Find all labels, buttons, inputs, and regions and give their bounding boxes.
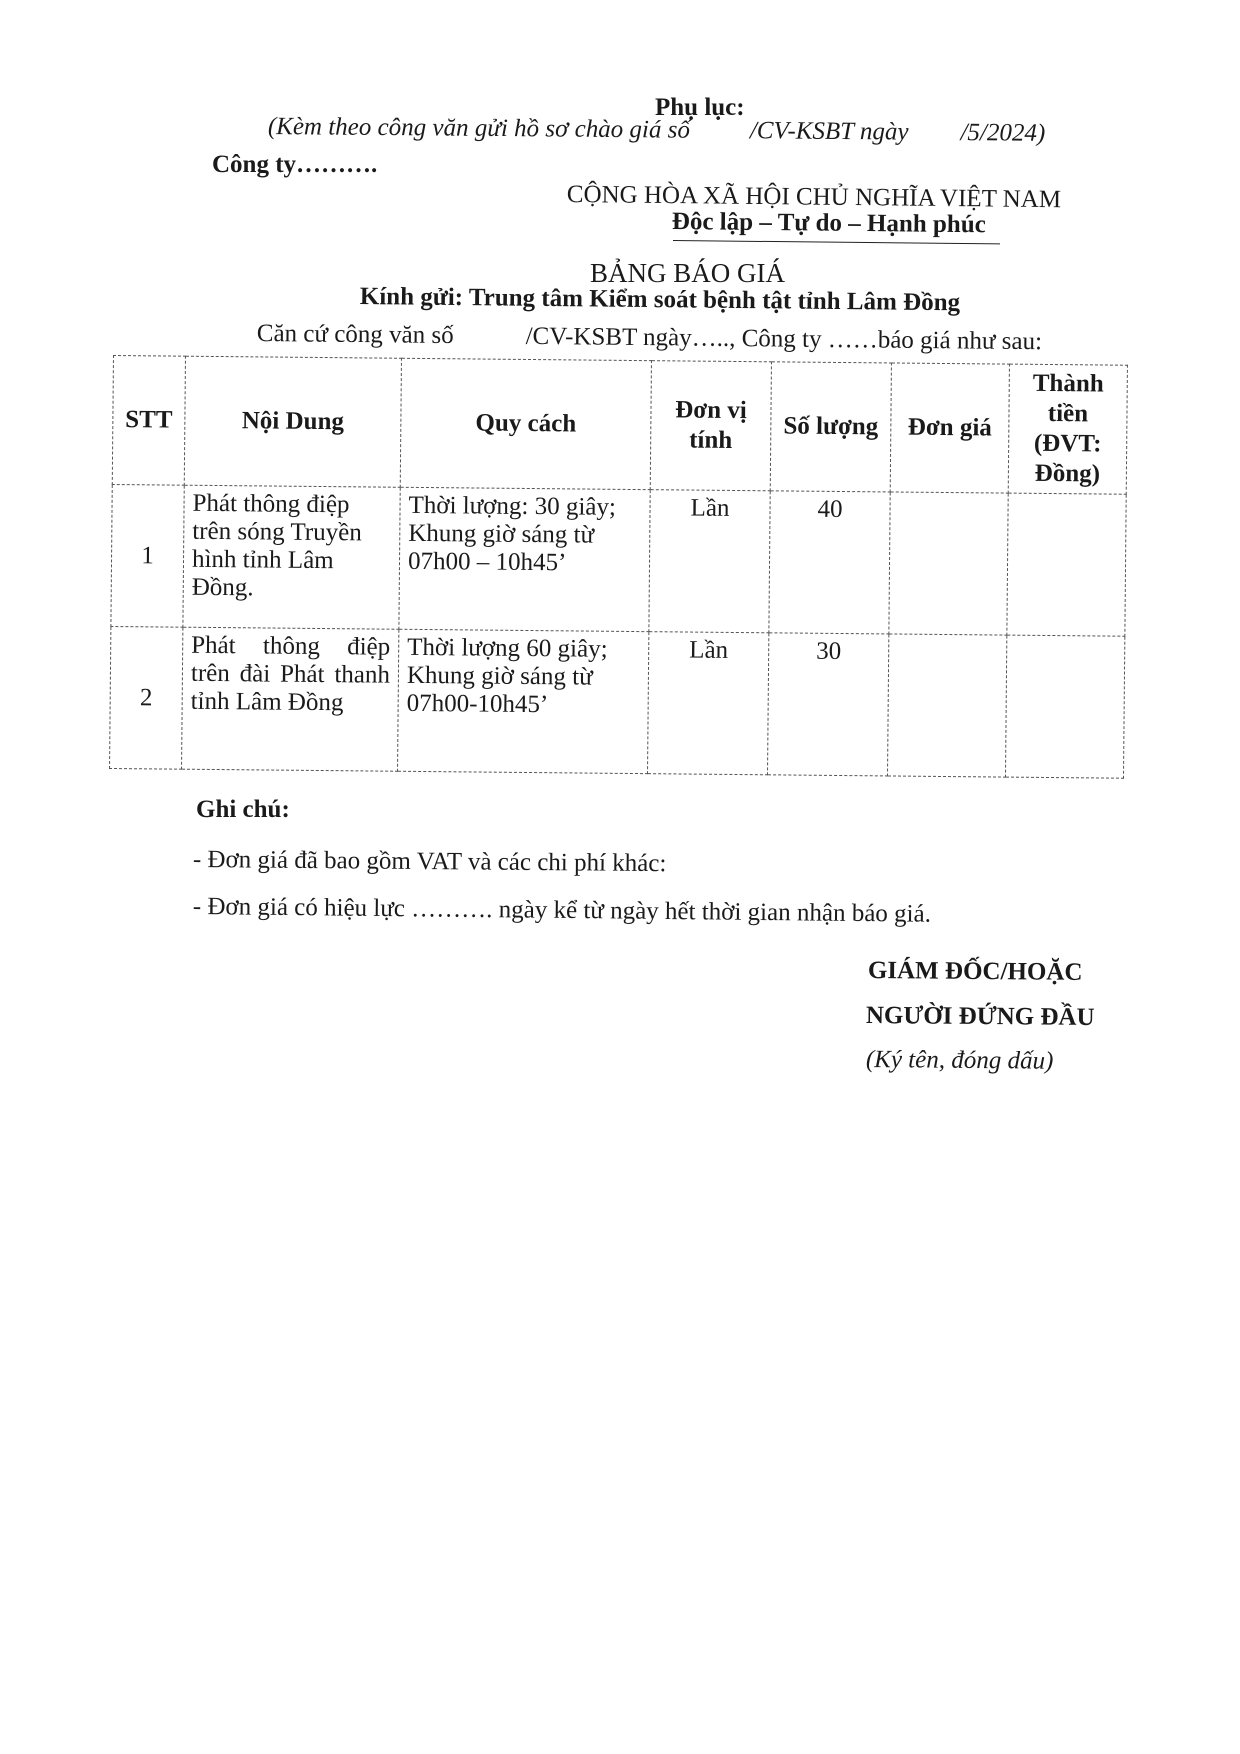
appendix-subtitle-part-c: /5/2024) (960, 119, 1046, 147)
national-motto: Độc lập – Tự do – Hạnh phúc (671, 208, 986, 239)
cell-spec: Thời lượng: 30 giây; Khung giờ sáng từ 07h00 – 10h45’ (399, 487, 650, 631)
quote-title: BẢNG BÁO GIÁ (590, 258, 785, 288)
cell-content: Phát thông điệp trên sóng Truyền hình tỉnh Lâm Đồng. (183, 485, 400, 629)
company-name-line: Công ty………. (212, 151, 378, 178)
signature-title-line-2: NGƯỜI ĐỨNG ĐẦU (865, 1002, 1095, 1031)
appendix-subtitle-part-a: (Kèm theo công văn gửi hồ sơ chào giá số (267, 113, 691, 144)
appendix-subtitle-part-b: /CV-KSBT ngày (749, 117, 909, 146)
note-item: - Đơn giá có hiệu lực ………. ngày kể từ ngày hết thời gian nhận báo giá. (192, 893, 932, 928)
cell-quantity: 30 (768, 633, 889, 776)
appendix-subtitle (268, 113, 1046, 148)
quote-table (109, 355, 1128, 779)
header-spec: Quy cách (400, 358, 651, 489)
cell-quantity: 40 (769, 491, 890, 634)
cell-stt: 1 (111, 484, 184, 627)
signature-hint: (Ký tên, đóng dấu) (865, 1046, 1054, 1075)
signature-title-line-1: GIÁM ĐỐC/HOẶC (867, 957, 1083, 986)
motto-underline (673, 240, 1000, 244)
cell-unit: Lần (649, 490, 770, 633)
appendix-title: Phụ lục: (655, 94, 745, 121)
basis-line-part-a: Căn cứ công văn số (256, 320, 454, 350)
cell-unit-price (889, 492, 1008, 635)
cell-spec: Thời lượng 60 giây; Khung giờ sáng từ 07h00-10h45’ (398, 629, 649, 773)
cell-total (1005, 635, 1124, 778)
note-item: - Đơn giá đã bao gồm VAT và các chi phí khác: (192, 846, 667, 878)
cell-unit: Lần (648, 632, 769, 775)
header-total: Thành tiền (ĐVT: Đồng) (1008, 364, 1127, 494)
notes-title: Ghi chú: (196, 796, 290, 823)
recipient-line: Kính gửi: Trung tâm Kiểm soát bệnh tật tỉnh Lâm Đồng (359, 283, 961, 317)
header-unit: Đơn vị tính (650, 361, 771, 491)
header-stt: STT (112, 356, 185, 486)
header-unit-price: Đơn giá (890, 363, 1009, 493)
cell-total (1007, 493, 1126, 636)
national-title: CỘNG HÒA XÃ HỘI CHỦ NGHĨA VIỆT NAM (566, 181, 1062, 214)
table-header-row (112, 356, 1127, 495)
header-content: Nội Dung (184, 356, 401, 487)
cell-content: Phát thông điệp trên đài Phát thanh tỉnh Lâm Đồng (182, 627, 399, 771)
basis-line (257, 320, 1042, 356)
basis-line-part-b: /CV-KSBT ngày….., Công ty ……báo giá như sau: (525, 322, 1043, 356)
header-quantity: Số lượng (770, 362, 891, 492)
table-row (110, 626, 1125, 778)
cell-stt: 2 (110, 626, 183, 769)
cell-unit-price (887, 634, 1006, 777)
table-row (111, 484, 1126, 636)
